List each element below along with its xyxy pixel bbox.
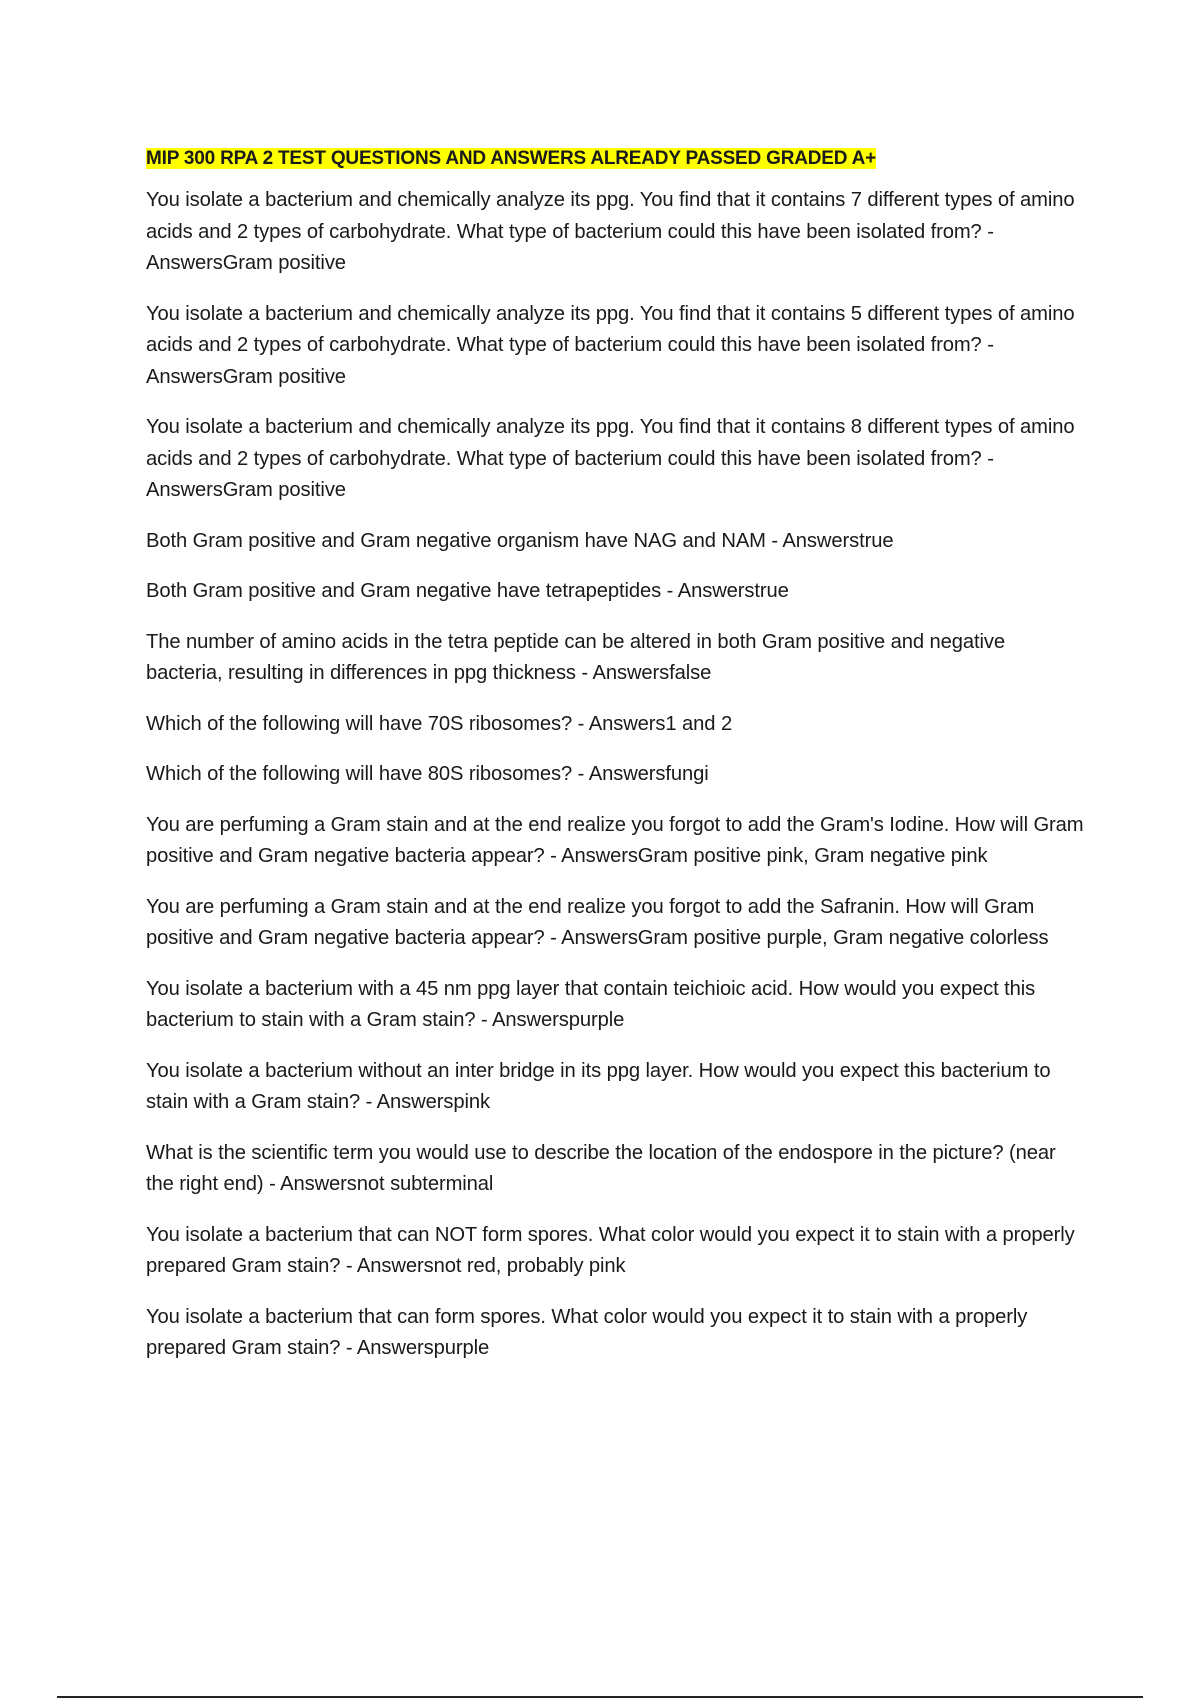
qa-item: You isolate a bacterium without an inter bridge in its ppg layer. How would you expect this bacterium to stain with a Gram stain? - Answerspink	[146, 1059, 1051, 1113]
document-page	[146, 145, 1086, 1384]
qa-item: The number of amino acids in the tetra peptide can be altered in both Gram positive and negative bacteria, resulting in differences in ppg thickness - Answersfalse	[146, 630, 1005, 684]
qa-item: You isolate a bacterium that can form spores. What color would you expect it to stain with a properly prepared Gram stain? - Answerspurple	[146, 1305, 1028, 1359]
qa-item: You isolate a bacterium with a 45 nm ppg layer that contain teichioic acid. How would you expect this bacterium to stain with a Gram stain? - Answerspurple	[146, 977, 1036, 1031]
qa-item: Both Gram positive and Gram negative have tetrapeptides - Answerstrue	[146, 580, 789, 602]
footer-rule	[57, 1696, 1143, 1698]
qa-item: Which of the following will have 70S ribosomes? - Answers1 and 2	[146, 712, 733, 735]
qa-item: You isolate a bacterium and chemically analyze its ppg. You find that it contains 8 different types of amino acids and 2 types of carbohydrate. What type of bacterium could this have been isolated from? - AnswersGram positive	[146, 416, 1075, 501]
qa-item: You are perfuming a Gram stain and at the end realize you forgot to add the Safranin. How will Gram positive and Gram negative bacteria appear? - AnswersGram positive purple, Gram negative colorless	[146, 895, 1049, 949]
qa-item: You are perfuming a Gram stain and at the end realize you forgot to add the Gram's Iodine. How will Gram positive and Gram negative bacteria appear? - AnswersGram positive pink, Gram negative pink	[146, 813, 1084, 867]
qa-item: You isolate a bacterium and chemically analyze its ppg. You find that it contains 5 different types of amino acids and 2 types of carbohydrate. What type of bacterium could this have been isolated from? - AnswersGram positive	[146, 302, 1075, 388]
qa-item: You isolate a bacterium and chemically analyze its ppg. You find that it contains 7 different types of amino acids and 2 types of carbohydrate. What type of bacterium could this have been isolated from? - AnswersGram positive	[146, 189, 1075, 274]
qa-item: You isolate a bacterium that can NOT form spores. What color would you expect it to stain with a properly prepared Gram stain? - Answersnot red, probably pink	[146, 1223, 1075, 1277]
qa-item: Which of the following will have 80S ribosomes? - Answersfungi	[146, 763, 709, 785]
qa-item: What is the scientific term you would use to describe the location of the endospore in the picture? (near the right end) - Answersnot subterminal	[146, 1141, 1056, 1195]
title-block	[146, 145, 1086, 173]
qa-item: Both Gram positive and Gram negative organism have NAG and NAM - Answerstrue	[146, 529, 894, 552]
document-title: MIP 300 RPA 2 TEST QUESTIONS AND ANSWERS ALREADY PASSED GRADED A+	[146, 148, 877, 169]
